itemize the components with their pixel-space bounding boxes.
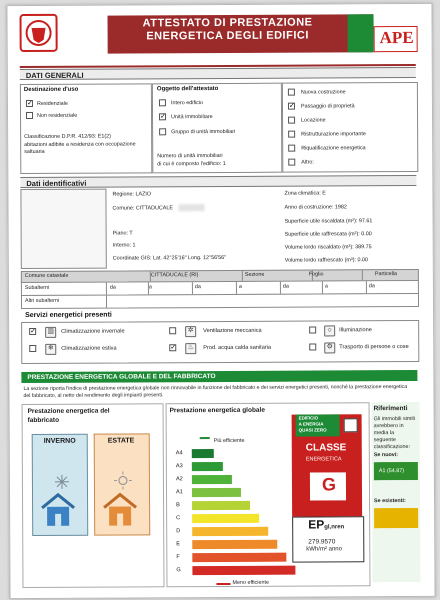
energy-class-bar-b bbox=[192, 501, 250, 510]
checkbox-intero-edificio[interactable] bbox=[159, 99, 166, 106]
lightbulb-icon: ☼ bbox=[324, 325, 335, 336]
energy-class-bar-g bbox=[192, 566, 295, 576]
label-ventilazione: Ventilazione meccanica bbox=[203, 327, 262, 335]
energy-class-bar-f bbox=[192, 553, 286, 562]
air-conditioner-icon: ❄ bbox=[45, 344, 56, 355]
checkbox-ristrutturazione[interactable] bbox=[288, 131, 295, 138]
label-acqua-calda: Prod. acqua calda sanitaria bbox=[203, 344, 272, 352]
servizi-title: Servizi energetici presenti bbox=[25, 311, 112, 320]
checkbox-locazione[interactable] bbox=[288, 117, 295, 124]
label-climatizzazione-estiva: Climatizzazione estiva bbox=[61, 345, 117, 352]
esistenti-label: Se esistenti: bbox=[374, 498, 406, 505]
fabbricato-title-2: fabbricato bbox=[27, 416, 60, 425]
energy-class-bar-a3 bbox=[192, 462, 223, 471]
riferimenti-text: Gli immobili simili avrebbero in media la seguente classificazione: bbox=[373, 415, 415, 451]
comune-catastale-value: CITTADUCALE (RI) bbox=[150, 272, 199, 279]
altri-subalterni-row bbox=[21, 293, 419, 309]
label-climatizzazione-invernale: Climatizzazione invernale bbox=[61, 328, 125, 335]
label-riqualificazione: Riqualificazione energetica bbox=[301, 145, 366, 152]
destinazione-title: Destinazione d'uso bbox=[23, 86, 79, 94]
section-dati-generali: DATI GENERALI bbox=[20, 67, 416, 80]
classe-label: CLASSE bbox=[305, 442, 347, 454]
checkbox-non-residenziale[interactable] bbox=[26, 112, 33, 119]
checkbox-gruppo-unita[interactable] bbox=[159, 128, 166, 135]
energy-class-bar-e bbox=[192, 540, 277, 549]
classificazione-note: abitazioni adibite a residenza con occupazione saltuaria bbox=[24, 141, 136, 156]
shield-crest-icon bbox=[19, 14, 57, 52]
subalterni-da-4: da bbox=[368, 283, 375, 290]
ape-document bbox=[6, 3, 435, 599]
altri-subalterni-label: Altri subalterni bbox=[24, 297, 60, 305]
elevator-icon: ⚙ bbox=[324, 342, 335, 353]
energy-class-label-d: D bbox=[176, 528, 181, 535]
checkbox-nuova-costruzione[interactable] bbox=[288, 89, 295, 96]
ep-unit: kWh/m² anno bbox=[306, 546, 343, 553]
classificazione-dpr: Classificazione D.P.R. 412/93: E1(2) bbox=[24, 133, 111, 141]
section-prestazione-globale: PRESTAZIONE ENERGETICA GLOBALE E DEL FABBRICATO bbox=[21, 370, 417, 383]
fabbricato-title-1: Prestazione energetica del bbox=[27, 407, 110, 416]
energy-class-bar-d bbox=[192, 527, 268, 536]
coordinate-row: Coordinate GIS: Lat. 42°25'16" Long. 12°56'56" bbox=[112, 254, 227, 262]
label-residenziale: Residenziale bbox=[36, 100, 68, 107]
riferimenti-title: Riferimenti bbox=[373, 405, 408, 413]
checkbox-unita-immobiliare[interactable]: ✓ bbox=[160, 113, 166, 121]
label-illuminazione: Illuminazione bbox=[339, 327, 372, 334]
checkbox-trasporto[interactable] bbox=[309, 344, 316, 351]
superficie-riscaldata-row: Superficie utile riscaldata (m²): 97.61 bbox=[284, 218, 373, 225]
volume-riscaldato-row: Volume lordo riscaldato (m³): 389.75 bbox=[284, 244, 372, 251]
piu-efficiente-label: Più efficiente bbox=[213, 437, 245, 445]
energy-class-label-a1: A1 bbox=[175, 489, 183, 496]
nuovi-value: A1 (54.87) bbox=[378, 468, 405, 475]
energy-class-bar-a1 bbox=[192, 488, 241, 497]
ape-logo: APE bbox=[379, 27, 414, 48]
nzeb-label: EDIFICIO A ENERGIA QUASI ZERO bbox=[298, 415, 327, 433]
ep-label: EPgl,nren bbox=[308, 517, 345, 532]
zona-climatica-row: Zona climatica: E bbox=[284, 190, 326, 197]
energy-class-bar-a2 bbox=[192, 475, 232, 484]
meno-efficiente-marker bbox=[216, 583, 230, 585]
subalterni-da-1: da bbox=[109, 284, 116, 291]
checkbox-riqualificazione[interactable] bbox=[288, 145, 295, 152]
energetica-label: ENERGETICA bbox=[305, 456, 342, 463]
label-trasporto: Trasporto di persone o cose bbox=[339, 344, 409, 351]
sezione-label: Sezione bbox=[244, 271, 265, 278]
checkbox-passaggio-proprieta[interactable]: ✓ bbox=[288, 102, 295, 110]
nzeb-checkbox bbox=[344, 418, 358, 432]
label-non-residenziale: Non residenziale bbox=[37, 112, 78, 119]
energy-class-bar-a4 bbox=[192, 449, 214, 458]
foglio-label: Foglio bbox=[308, 271, 324, 278]
subalterni-a-2: a bbox=[238, 283, 242, 290]
label-unita-immobiliare: Unità immobiliare bbox=[171, 114, 213, 121]
checkbox-altro[interactable] bbox=[288, 159, 295, 166]
comune-row: Comune: CITTADUCALE bbox=[112, 205, 173, 212]
house-summer-icon bbox=[100, 491, 140, 532]
energy-class-bar-c bbox=[192, 514, 259, 523]
building-photo-placeholder bbox=[20, 189, 106, 269]
energy-class-label-g: G bbox=[176, 567, 181, 574]
particella-label: Particella bbox=[374, 271, 398, 278]
document-title: ATTESTATO DI PRESTAZIONE ENERGETICA DEGLI EDIFICI bbox=[142, 16, 313, 43]
label-altro: Altro: bbox=[301, 159, 314, 166]
inverno-label: INVERNO bbox=[43, 437, 76, 445]
globale-title: Prestazione energetica globale bbox=[169, 406, 265, 415]
section-dati-identificativi: Dati identificativi bbox=[20, 175, 416, 188]
superficie-raffrescata-row: Superficie utile raffrescata (m²): 0.00 bbox=[284, 231, 372, 238]
comune-catastale-label: Comune catastale bbox=[24, 272, 69, 280]
label-gruppo-unita: Gruppo di unità immobiliari bbox=[171, 128, 236, 136]
numero-unita-label: Numero di unità immobiliari bbox=[157, 152, 223, 160]
fan-icon: ✲ bbox=[185, 326, 196, 337]
subalterni-label: Subalterni bbox=[24, 284, 50, 292]
label-locazione: Locazione bbox=[301, 117, 326, 124]
faucet-icon: ♨ bbox=[185, 343, 196, 354]
checkbox-climatizzazione-invernale[interactable]: ✓ bbox=[30, 327, 37, 335]
energy-class-label-e: E bbox=[176, 541, 181, 548]
volume-raffrescato-row: Volume lordo raffrescato (m³): 0.00 bbox=[284, 257, 369, 264]
subalterni-a-3: a bbox=[324, 283, 328, 290]
label-nuova-costruzione: Nuova costruzione bbox=[300, 89, 346, 96]
estate-label: ESTATE bbox=[107, 437, 135, 445]
interno-row: Interno: 1 bbox=[112, 242, 136, 249]
energy-class-label-c: C bbox=[176, 515, 181, 522]
destinazione-box bbox=[20, 83, 152, 174]
esistenti-arrow bbox=[374, 508, 418, 528]
prestazione-intro: La sezione riporta l'indice di prestazione energetica globale non rinnovabile in funzione del fabbricato e dei servizi energetici presenti, nonché la prestazione energetica del fabbricato, al netto del rendimento degli impianti presenti. bbox=[23, 384, 408, 400]
label-ristrutturazione: Ristrutturazione importante bbox=[301, 131, 366, 138]
energy-class-label-a3: A3 bbox=[175, 463, 183, 470]
meno-efficiente-label: Meno efficiente bbox=[232, 579, 269, 586]
subalterni-da-2: da bbox=[194, 284, 201, 291]
energy-class-label-a2: A2 bbox=[175, 476, 183, 483]
ep-value: 279.9570 bbox=[308, 538, 336, 546]
nuovi-label: Se nuovi: bbox=[373, 452, 399, 459]
checkbox-acqua-calda[interactable]: ✓ bbox=[170, 344, 177, 352]
anno-costruzione-row: Anno di costruzione: 1982 bbox=[284, 204, 347, 211]
energy-class-label-a4: A4 bbox=[175, 450, 183, 457]
checkbox-illuminazione[interactable] bbox=[309, 327, 316, 334]
label-intero-edificio: Intero edificio bbox=[170, 100, 204, 107]
radiator-icon: ▥ bbox=[45, 327, 56, 338]
label-passaggio-proprieta: Passaggio di proprietà bbox=[300, 103, 355, 110]
checkbox-climatizzazione-estiva[interactable] bbox=[29, 345, 36, 352]
checkbox-ventilazione[interactable] bbox=[169, 327, 176, 334]
numero-unita-value: di cui è composto l'edificio: 1 bbox=[157, 160, 226, 168]
subalterni-da-3: da bbox=[282, 283, 289, 290]
energy-class-label-f: F bbox=[176, 554, 180, 561]
energy-class-label-b: B bbox=[176, 502, 180, 509]
house-winter-icon bbox=[38, 492, 78, 533]
piu-efficiente-marker bbox=[200, 437, 210, 439]
title-banner-accent bbox=[348, 14, 374, 52]
classe-value: G bbox=[321, 474, 337, 495]
subalterni-a-1: a bbox=[148, 284, 152, 291]
redacted-area bbox=[178, 204, 204, 211]
piano-row: Piano: T bbox=[112, 230, 133, 237]
regione-row: Regione: LAZIO bbox=[112, 191, 152, 198]
oggetto-title: Oggetto dell'attestato bbox=[156, 86, 219, 93]
checkbox-residenziale[interactable]: ✓ bbox=[26, 99, 33, 108]
